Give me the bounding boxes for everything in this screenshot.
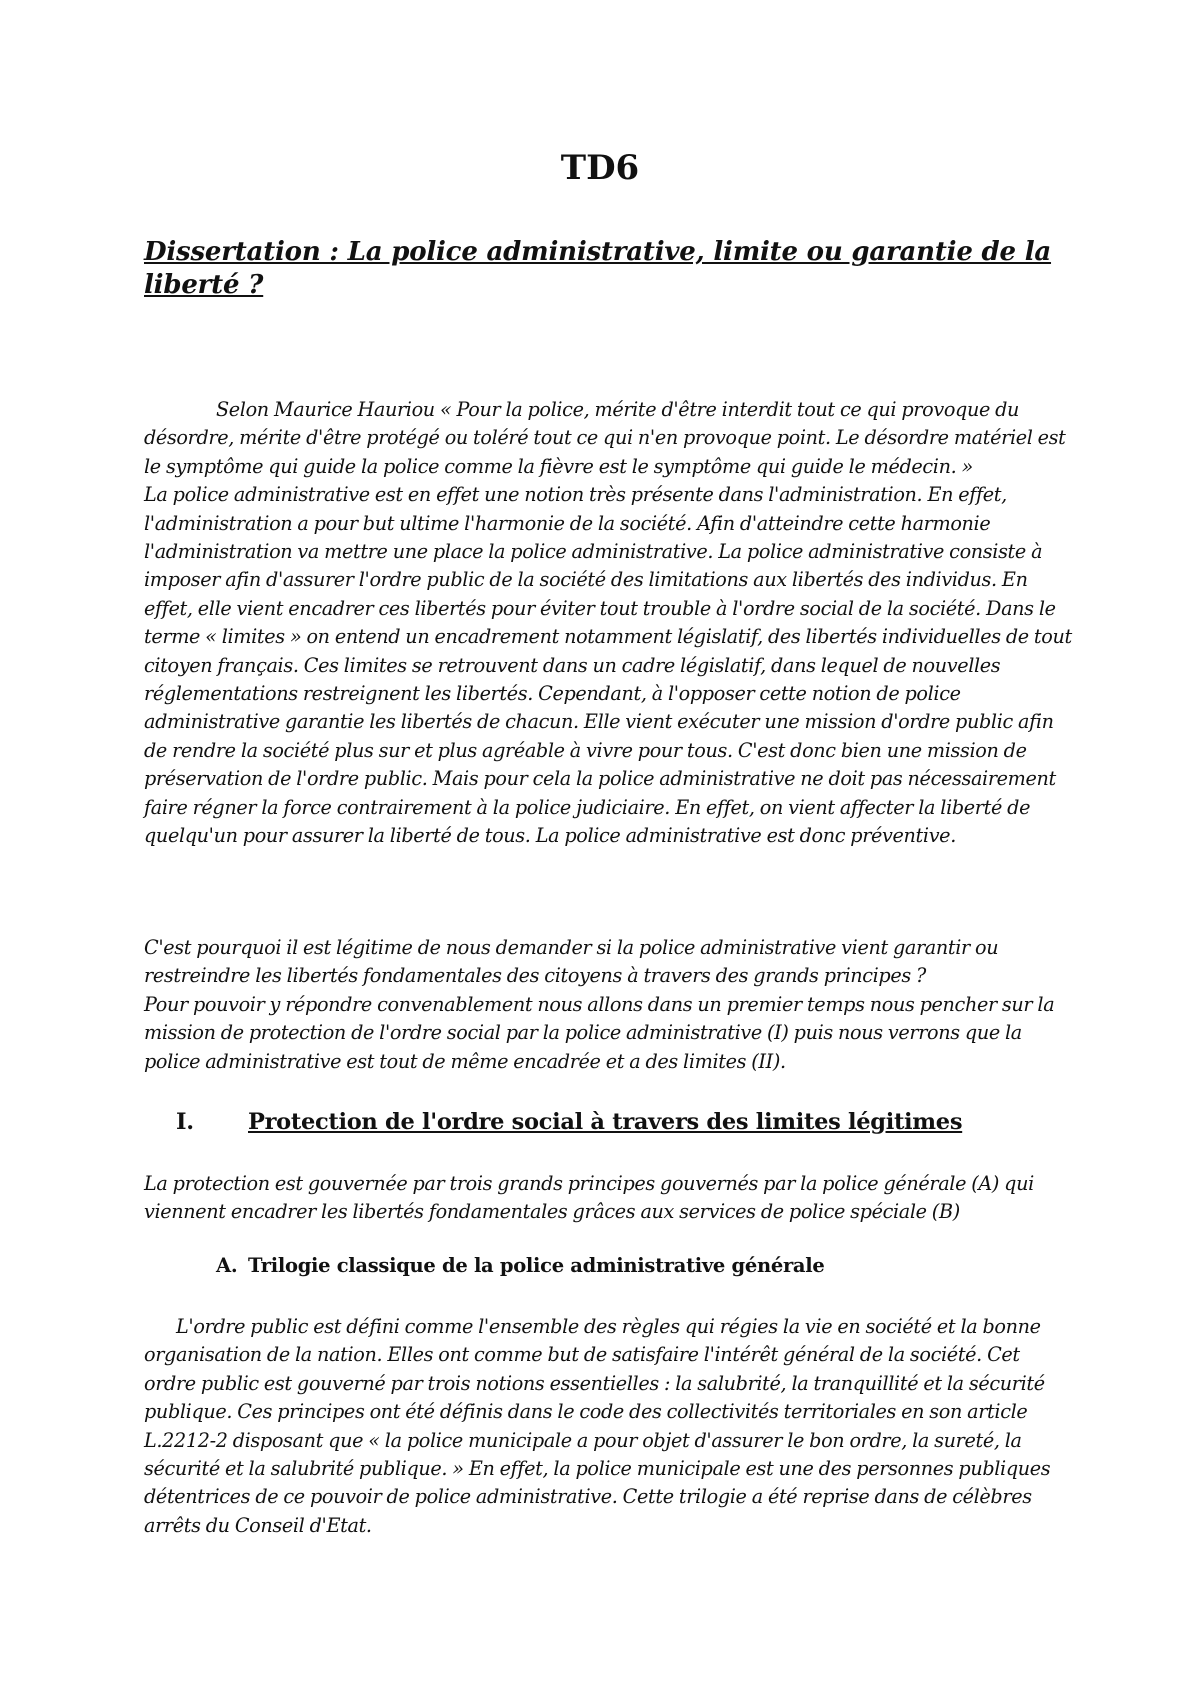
section-1-number: I. [176, 1109, 194, 1135]
introduction [144, 396, 1072, 851]
problematique [144, 934, 1072, 1076]
page-title: TD6 [560, 148, 640, 188]
problematique-plan: Pour pouvoir y répondre convenablement nous allons dans un premier temps nous pencher sur la mission de protection de l'ordre social par la police administrative (I) puis nous verrons que la police administrative est tout de même encadrée et a des limites (II). [144, 992, 1055, 1073]
subsection-a-paragraph: L'ordre public est défini comme l'ensemble des règles qui régies la vie en société et la bonne organisation de la nation. Elles ont comme but de satisfaire l'intérêt général de la société. Cet ordre public est gouverné par trois notions essentielles : la salubrité, la tranquillité et la sécurité publique. Ces principes ont été définis dans le code des collectivités territoriales en son article L.2212-2 disposant que « la police municipale a pour objet d'assurer le bon ordre, la sureté, la sécurité et la salubrité publique. » En effet, la police municipale est une des personnes publiques détentrices de ce pouvoir de police administrative. Cette trilogie a été reprise dans de célèbres arrêts du Conseil d'Etat. [144, 1315, 1051, 1537]
section-1-intro-paragraph: La protection est gouvernée par trois grands principes gouvernés par la police générale (A) qui viennent encadrer les libertés fondamentales grâces aux services de police spéciale (B) [144, 1172, 1034, 1224]
dissertation-subject: Dissertation : La police administrative, limite ou garantie de la liberté ? [144, 237, 1052, 300]
subsection-a-heading [216, 1252, 1076, 1280]
intro-quote-paragraph: Selon Maurice Hauriou « Pour la police, mérite d'être interdit tout ce qui provoque du désordre, mérite d'être protégé ou toléré tout ce qui n'en provoque point. Le désordre matériel est le symptôme qui guide la police comme la fièvre est le symptôme qui guide le médecin. » [144, 398, 1066, 478]
subsection-a-title: Trilogie classique de la police administrative générale [248, 1254, 825, 1277]
section-1-heading [176, 1107, 1076, 1137]
section-1-intro [144, 1170, 1072, 1227]
problematique-question: C'est pourquoi il est légitime de nous demander si la police administrative vient garantir ou restreindre les libertés fondamentales des citoyens à travers des grands principes ? [144, 936, 999, 988]
subsection-a-number: A. [216, 1254, 238, 1277]
section-1-title: Protection de l'ordre social à travers des limites légitimes [248, 1109, 963, 1135]
intro-body-paragraph: La police administrative est en effet une notion très présente dans l'administration. En effet, l'administration a pour but ultime l'harmonie de la société. Afin d'atteindre cette harmonie l'administration va mettre une place la police administrative. La police administrative consiste à imposer afin d'assurer l'ordre public de la société des limitations aux libertés des individus. En effet, elle vient encadrer ces libertés pour éviter tout trouble à l'ordre social de la société. Dans le terme « limites » on entend un encadrement notamment législatif, des libertés individuelles de tout citoyen français. Ces limites se retrouvent dans un cadre législatif, dans lequel de nouvelles réglementations restreignent les libertés. Cependant, à l'opposer cette notion de police administrative garantie les libertés de chacun. Elle vient exécuter une mission d'ordre public afin de rendre la société plus sur et plus agréable à vivre pour tous. C'est donc bien une mission de préservation de l'ordre public. Mais pour cela la police administrative ne doit pas nécessairement faire régner la force contrairement à la police judiciaire. En effet, on vient affecter la liberté de quelqu'un pour assurer la liberté de tous. La police administrative est donc préventive. [144, 483, 1072, 848]
subsection-a-body [144, 1313, 1072, 1540]
